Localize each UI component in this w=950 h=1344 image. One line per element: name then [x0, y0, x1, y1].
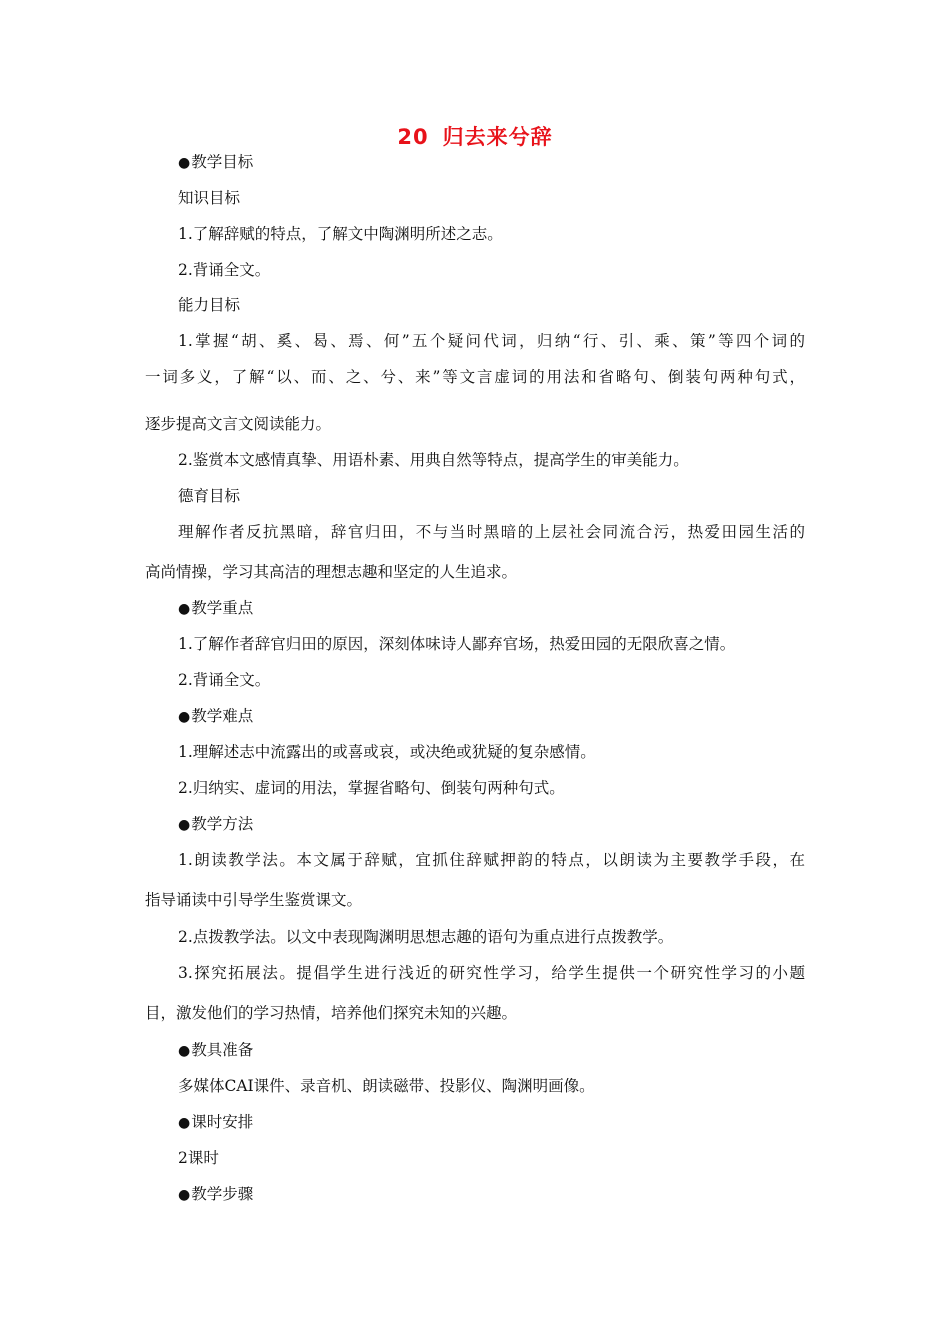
ability-goal-1-line-1: 1.掌握“胡、奚、曷、焉、何”五个疑问代词，归纳“行、引、乘、策”等四个词的: [178, 332, 805, 350]
method-1-line-2: 指导诵读中引导学生鉴赏课文。: [145, 891, 363, 909]
method-3-line-1: 3.探究拓展法。提倡学生进行浅近的研究性学习，给学生提供一个研究性学习的小题: [178, 964, 805, 982]
tools-list: 多媒体CAI课件、录音机、朗读磁带、投影仪、陶渊明画像。: [178, 1077, 595, 1095]
heading-methods: ● 教学方法: [178, 813, 253, 836]
subheading-moral: 德育目标: [178, 487, 241, 505]
knowledge-goal-2: 2.背诵全文。: [178, 261, 271, 279]
subheading-knowledge: 知识目标: [178, 189, 241, 207]
difficulty-1: 1.理解述志中流露出的或喜或哀，或决绝或犹疑的复杂感情。: [178, 743, 596, 761]
heading-tools: ● 教具准备: [178, 1039, 253, 1062]
heading-objectives: ● 教学目标: [178, 151, 253, 174]
page-title: [0, 122, 950, 152]
method-2: 2.点拨教学法。以文中表现陶渊明思想志趣的语句为重点进行点拨教学。: [178, 928, 674, 946]
lesson-number: 20: [397, 125, 429, 149]
lesson-title: 归去来兮辞: [442, 125, 553, 149]
ability-goal-2: 2.鉴赏本文感情真挚、用语朴素、用典自然等特点，提高学生的审美能力。: [178, 451, 689, 469]
subheading-ability: 能力目标: [178, 296, 241, 314]
key-point-1: 1.了解作者辞官归田的原因，深刻体味诗人鄙弃官场，热爱田园的无限欣喜之情。: [178, 635, 736, 653]
difficulty-2: 2.归纳实、虚词的用法，掌握省略句、倒装句两种句式。: [178, 779, 565, 797]
method-3-line-2: 目，激发他们的学习热情，培养他们探究未知的兴趣。: [145, 1004, 518, 1022]
key-point-2: 2.背诵全文。: [178, 671, 271, 689]
heading-difficulties: ● 教学难点: [178, 705, 253, 728]
method-1-line-1: 1.朗读教学法。本文属于辞赋，宜抓住辞赋押韵的特点，以朗读为主要教学手段，在: [178, 851, 805, 869]
ability-goal-1-line-2: 一词多义，了解“以、而、之、兮、来”等文言虚词的用法和省略句、倒装句两种句式，: [145, 368, 805, 386]
moral-goal-line-2: 高尚情操，学习其高洁的理想志趣和坚定的人生追求。: [145, 563, 518, 581]
moral-goal-line-1: 理解作者反抗黑暗，辞官归田，不与当时黑暗的上层社会同流合污，热爱田园生活的: [178, 523, 805, 541]
ability-goal-1-line-3: 逐步提高文言文阅读能力。: [145, 415, 332, 433]
heading-steps: ● 教学步骤: [178, 1183, 253, 1206]
schedule-value: 2课时: [178, 1149, 219, 1167]
heading-key-points: ● 教学重点: [178, 597, 253, 620]
heading-schedule: ● 课时安排: [178, 1111, 253, 1134]
knowledge-goal-1: 1.了解辞赋的特点，了解文中陶渊明所述之志。: [178, 225, 503, 243]
